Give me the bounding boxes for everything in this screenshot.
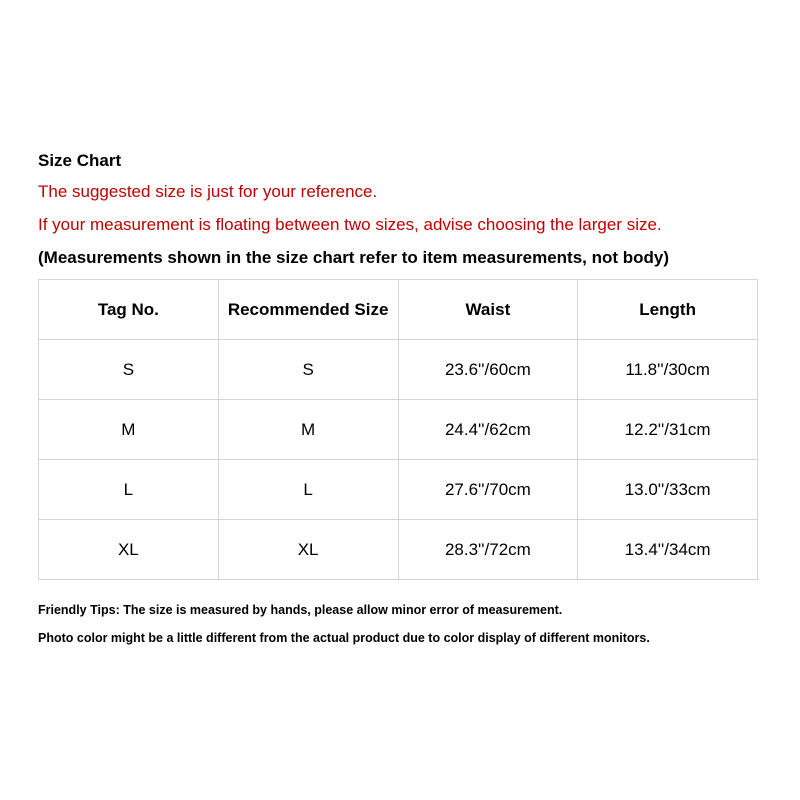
table-row (39, 400, 758, 460)
cell-waist: 28.3''/72cm (398, 520, 578, 580)
size-chart-document (38, 150, 760, 658)
cell-recommended-size: M (218, 400, 398, 460)
column-header-length: Length (578, 280, 758, 340)
cell-waist: 27.6''/70cm (398, 460, 578, 520)
table-header-row (39, 280, 758, 340)
cell-tag-no: S (39, 340, 219, 400)
column-header-waist: Waist (398, 280, 578, 340)
cell-recommended-size: XL (218, 520, 398, 580)
cell-waist: 24.4''/62cm (398, 400, 578, 460)
photo-color-note: Photo color might be a little different from the actual product due to color display of different monitors. (38, 631, 650, 645)
column-header-tag-no: Tag No. (39, 280, 219, 340)
cell-tag-no: L (39, 460, 219, 520)
table-row (39, 520, 758, 580)
cell-waist: 23.6''/60cm (398, 340, 578, 400)
cell-length: 11.8''/30cm (578, 340, 758, 400)
friendly-tips: Friendly Tips: The size is measured by hands, please allow minor error of measurement. (38, 603, 563, 617)
table-row (39, 340, 758, 400)
cell-tag-no: M (39, 400, 219, 460)
larger-size-advice: If your measurement is floating between two sizes, advise choosing the larger size. (38, 215, 662, 234)
cell-length: 13.0''/33cm (578, 460, 758, 520)
cell-length: 12.2''/31cm (578, 400, 758, 460)
cell-length: 13.4''/34cm (578, 520, 758, 580)
cell-tag-no: XL (39, 520, 219, 580)
size-table (38, 279, 758, 580)
cell-recommended-size: L (218, 460, 398, 520)
measurement-disclaimer: (Measurements shown in the size chart refer to item measurements, not body) (38, 248, 670, 267)
reference-note: The suggested size is just for your reference. (38, 182, 378, 201)
cell-recommended-size: S (218, 340, 398, 400)
tips-section (38, 602, 760, 646)
table-row (39, 460, 758, 520)
column-header-recommended-size: Recommended Size (218, 280, 398, 340)
page-title: Size Chart (38, 151, 122, 170)
